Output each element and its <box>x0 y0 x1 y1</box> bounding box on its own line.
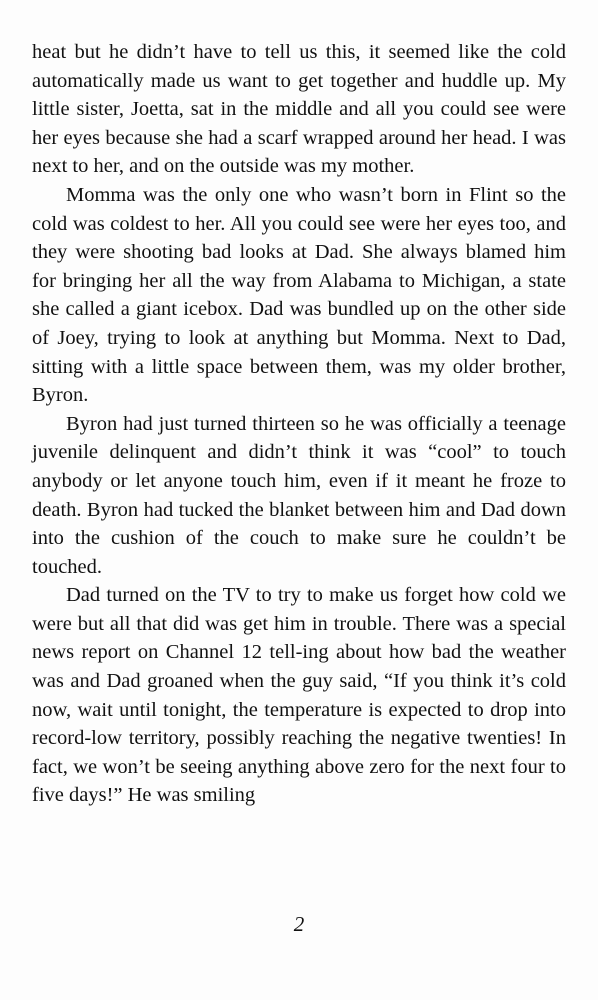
page-number: 2 <box>293 912 305 936</box>
paragraph-2: Momma was the only one who wasn’t born in Flint so the cold was coldest to her. All you could see were her eyes too, and they were shooting bad looks at Dad. She always blamed him for bringing her all the way from Alabama to Michigan, a state she called a giant icebox. Dad was bundled up on the other side of Joey, trying to look at anything but Momma. Next to Dad, sitting with a little space between them, was my older brother, Byron. <box>32 183 566 407</box>
body-text <box>32 38 566 810</box>
paragraph-1: heat but he didn’t have to tell us this, it seemed like the cold automatically made us want to get together and huddle up. My little sister, Joetta, sat in the middle and all you could see were her eyes because she had a scarf wrapped around her head. I was next to her, and on the outside was my mother. <box>32 41 566 178</box>
paragraph-4: Dad turned on the TV to try to make us forget how cold we were but all that did was get him in trouble. There was a special news report on Channel 12 tell-ing about how bad the weather was and Dad groaned when the guy said, “If you think it’s cold now, wait until tonight, the temperature is expected to drop into record-low territory, possibly reaching the negative twenties! In fact, we won’t be seeing anything above zero for the next four to five days!” He was smiling <box>32 584 566 807</box>
paragraph-3: Byron had just turned thirteen so he was officially a teenage juvenile delinquent and didn’t think it was “cool” to touch anybody or let anyone touch him, even if it meant he froze to death. Byron had tucked the blanket between him and Dad down into the cushion of the couch to make sure he couldn’t be touched. <box>32 412 566 578</box>
